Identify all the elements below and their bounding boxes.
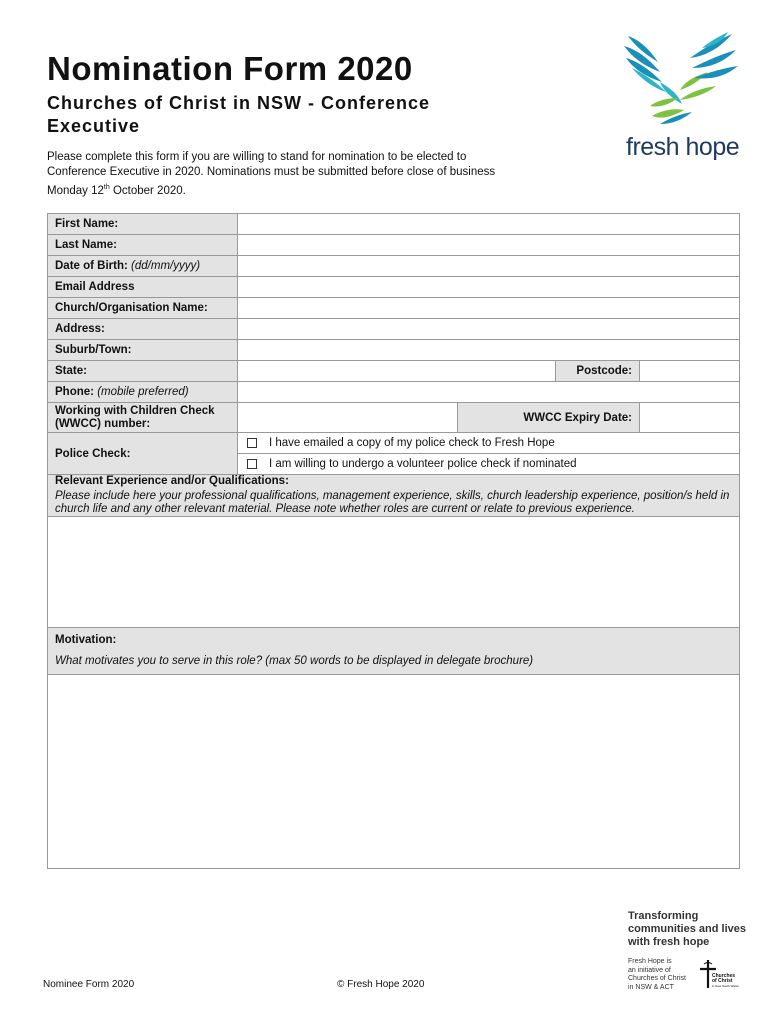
postcode-field[interactable]	[640, 361, 740, 382]
intro-line-3-sup: th	[103, 184, 110, 191]
churches-of-christ-logo	[694, 958, 746, 990]
address-label: Address:	[48, 319, 238, 340]
email-label: Email Address	[48, 277, 238, 298]
row-email	[48, 277, 740, 298]
nomination-form-table	[47, 213, 740, 869]
motivation-desc: What motivates you to serve in this role? (max 50 words to be displayed in delegate brochure)	[55, 655, 534, 667]
wwcc-expiry-label: WWCC Expiry Date:	[458, 403, 640, 433]
dob-label-cell	[48, 256, 238, 277]
state-label: State:	[48, 361, 238, 382]
row-motivation-header	[48, 628, 740, 675]
coc-line-3: in New South Wales	[712, 984, 739, 988]
suburb-field[interactable]	[238, 340, 740, 361]
checkbox-police-emailed[interactable]	[247, 438, 257, 448]
police-option-2-label: I am willing to undergo a volunteer police check if nominated	[269, 458, 577, 470]
logo-wordmark: fresh hope	[626, 133, 740, 161]
experience-title: Relevant Experience and/or Qualifications:	[55, 475, 289, 487]
motivation-title: Motivation:	[55, 634, 117, 646]
slogan	[628, 910, 746, 949]
row-motivation-box	[48, 675, 740, 869]
row-address	[48, 319, 740, 340]
initiative-line-3: Churches of Christ	[628, 975, 686, 982]
slogan-line-2: communities and lives	[628, 923, 746, 935]
address-field[interactable]	[238, 319, 740, 340]
footer-left: Nominee Form 2020	[43, 979, 135, 990]
row-police-1	[48, 433, 740, 454]
church-label: Church/Organisation Name:	[48, 298, 238, 319]
phone-label-cell	[48, 382, 238, 403]
row-suburb	[48, 340, 740, 361]
phone-hint: (mobile preferred)	[97, 386, 189, 398]
police-option-1-label: I have emailed a copy of my police check to Fresh Hope	[269, 437, 555, 449]
last-name-label: Last Name:	[48, 235, 238, 256]
postcode-label: Postcode:	[556, 361, 640, 382]
initiative-line-4: in NSW & ACT	[628, 983, 674, 991]
suburb-label: Suburb/Town:	[48, 340, 238, 361]
wwcc-expiry-field[interactable]	[640, 403, 740, 433]
experience-desc: Please include here your professional qualifications, management experience, skills, church leadership experience, position/s held in church life and any other relevant material. Please note whether roles are current or relate to previous experience.	[55, 490, 730, 515]
police-option-1[interactable]	[238, 433, 740, 454]
experience-section-header	[48, 475, 740, 517]
intro-line-1: Please complete this form if you are willing to stand for nomination to be elected to	[47, 151, 467, 163]
dob-hint: (dd/mm/yyyy)	[131, 260, 201, 272]
email-field[interactable]	[238, 277, 740, 298]
coc-line-2: of Christ	[712, 978, 733, 984]
first-name-field[interactable]	[238, 214, 740, 235]
footer-center: © Fresh Hope 2020	[337, 979, 425, 990]
page-subtitle: Churches of Christ in NSW - Conference Executive	[47, 93, 431, 136]
intro-text	[47, 150, 587, 199]
row-last-name	[48, 235, 740, 256]
initiative-line-1: Fresh Hope is	[628, 958, 672, 965]
motivation-section-header	[48, 628, 740, 675]
motivation-textarea[interactable]	[48, 675, 740, 869]
row-phone	[48, 382, 740, 403]
wwcc-label: Working with Children Check (WWCC) number:	[48, 403, 238, 433]
wwcc-field[interactable]	[238, 403, 458, 433]
row-experience-header	[48, 475, 740, 517]
row-experience-box	[48, 517, 740, 628]
police-label: Police Check:	[48, 433, 238, 475]
page-title: Nomination Form 2020	[47, 50, 413, 87]
slogan-line-3: with fresh hope	[628, 936, 710, 948]
state-field[interactable]	[238, 361, 556, 382]
first-name-label: First Name:	[48, 214, 238, 235]
police-option-2[interactable]	[238, 454, 740, 475]
checkbox-police-willing[interactable]	[247, 459, 257, 469]
row-church	[48, 298, 740, 319]
row-dob	[48, 256, 740, 277]
slogan-line-1: Transforming	[628, 910, 699, 922]
last-name-field[interactable]	[238, 235, 740, 256]
intro-line-3b: October 2020.	[109, 184, 186, 197]
row-wwcc	[48, 403, 740, 433]
row-state	[48, 361, 740, 382]
row-first-name	[48, 214, 740, 235]
phone-field[interactable]	[238, 382, 740, 403]
coc-line-1: Churches	[712, 973, 736, 979]
initiative-line-2: an initiative of	[628, 966, 671, 974]
intro-line-3a: Monday 12	[47, 184, 104, 197]
phone-label: Phone:	[55, 386, 94, 398]
experience-textarea[interactable]	[48, 517, 740, 628]
dob-field[interactable]	[238, 256, 740, 277]
dob-label: Date of Birth:	[55, 260, 128, 272]
intro-line-2: Conference Executive in 2020. Nominations must be submitted before close of business	[47, 166, 496, 178]
initiative-note	[628, 958, 686, 992]
church-field[interactable]	[238, 298, 740, 319]
